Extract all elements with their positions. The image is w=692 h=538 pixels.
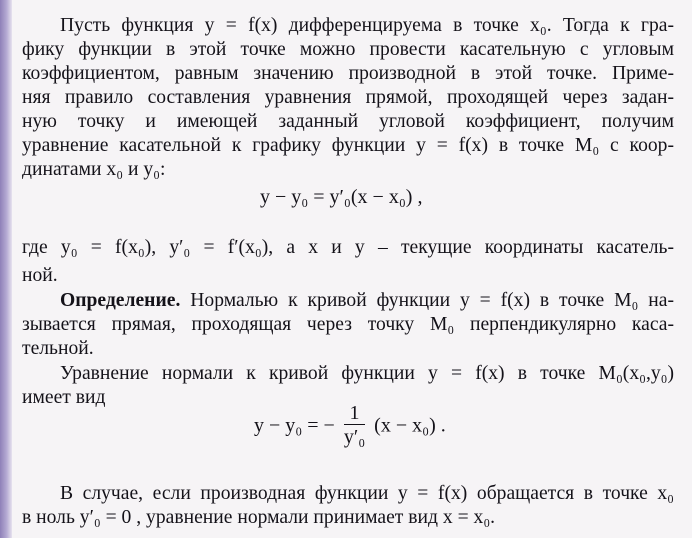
fraction-numerator: 1 [344, 402, 365, 425]
definition-line-1 [60, 289, 674, 312]
normal-equation-lhs: y − y₀ = − [254, 414, 335, 437]
paragraph-1-line-7: динатами x₀ и y₀: [22, 159, 166, 180]
fraction-denominator: y′₀ [343, 426, 366, 448]
normal-equation-rhs: (x − x₀) . [374, 414, 446, 437]
book-spine-shadow [0, 0, 12, 538]
normal-equation-fraction [344, 402, 365, 449]
paragraph-1-line-5: ную точку и имеющей заданный угловой коэффициент, получим [22, 111, 674, 132]
definition-label: Определение. [60, 290, 181, 311]
where-line-end: ной. [22, 265, 58, 286]
paragraph-1-line-3: коэффициентом, равным значению производной в этой точке. Приме- [22, 63, 674, 84]
normal-equation [254, 402, 446, 449]
last-paragraph-line-1: В случае, если производная функции y = f(x) обращается в точке x₀ [60, 483, 674, 504]
definition-line-3: тельной. [22, 338, 94, 359]
paragraph-1-line-1: Пусть функция y = f(x) дифференцируема в точке x₀. Тогда к гра- [60, 15, 674, 36]
normal-intro-line-1: Уравнение нормали к кривой функции y = f(x) в точке M₀(x₀,y₀) [60, 363, 674, 384]
normal-intro-line-2: имеет вид [22, 387, 106, 408]
definition-line-2: зывается прямая, проходящая через точку M₀ перпендикулярно каса- [22, 314, 674, 335]
paragraph-1-line-2: фику функции в этой точке можно провести касательную с угловым [22, 39, 674, 60]
tangent-equation: y − y₀ = y′₀(x − x₀) , [260, 186, 423, 208]
paragraph-1-line-4: няя правило составления уравнения прямой, проходящей через задан- [22, 87, 674, 108]
definition-text: Нормалью к кривой функции y = f(x) в точке M₀ на- [180, 290, 674, 311]
last-paragraph-line-2: в ноль y′₀ = 0 , уравнение нормали принимает вид x = x₀. [22, 507, 496, 528]
paragraph-1-line-6: уравнение касательной к графику функции y = f(x) в точке M₀ с коор- [22, 135, 674, 156]
where-line: где y₀ = f(x₀), y′₀ = f′(x₀), а x и y – текущие координаты касатель- [22, 237, 674, 258]
